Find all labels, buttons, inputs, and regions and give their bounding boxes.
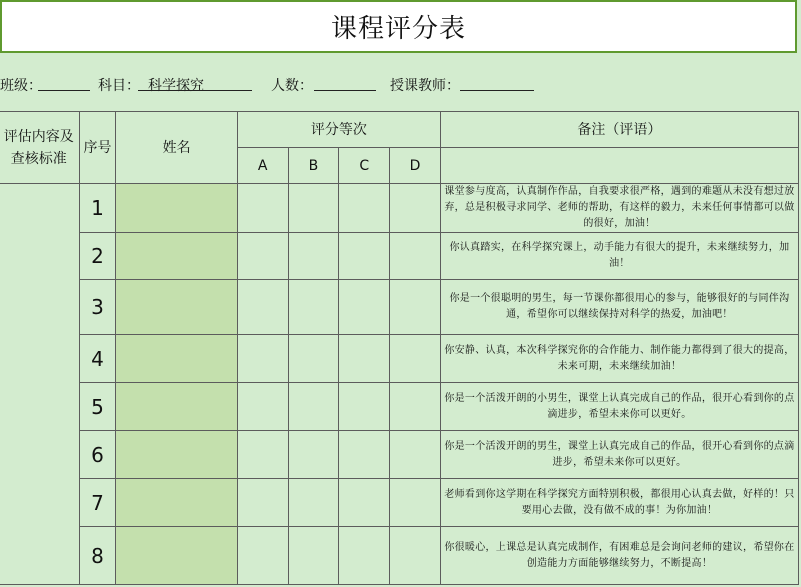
teacher-label: 授课教师： [390, 78, 460, 94]
page-title: 课程评分表 [330, 14, 466, 44]
grade-b-cell[interactable] [288, 479, 339, 527]
table-row [0, 184, 799, 233]
index-cell: 1 [79, 184, 116, 233]
grade-b-cell[interactable] [288, 335, 339, 383]
grade-a-cell[interactable] [237, 527, 288, 585]
name-cell[interactable] [116, 280, 237, 335]
name-cell[interactable] [116, 431, 237, 479]
index-cell: 5 [79, 383, 116, 431]
index-cell: 4 [79, 335, 116, 383]
count-label: 人数： [271, 78, 313, 94]
grade-d-header: D [390, 148, 441, 184]
table-row [0, 280, 799, 335]
subject-label: 科目： [98, 78, 140, 94]
grade-c-cell[interactable] [339, 479, 390, 527]
score-table [0, 111, 799, 585]
grade-b-cell[interactable] [288, 184, 339, 233]
count-field[interactable] [314, 90, 376, 91]
name-cell[interactable] [116, 527, 237, 585]
class-label: 班级： [0, 78, 42, 94]
table-row [0, 527, 799, 585]
index-cell: 8 [79, 527, 116, 585]
remark-cell[interactable]: 你是一个活泼开朗的男生，课堂上认真完成自己的作品，很开心看到你的点滴进步，希望未来你可以更好。 [440, 431, 798, 479]
grade-a-cell[interactable] [237, 233, 288, 280]
grade-c-cell[interactable] [339, 335, 390, 383]
criteria-cell[interactable] [0, 184, 79, 585]
grade-d-cell[interactable] [390, 383, 441, 431]
grade-b-cell[interactable] [288, 431, 339, 479]
grade-a-cell[interactable] [237, 431, 288, 479]
grade-a-header: A [237, 148, 288, 184]
grade-a-cell[interactable] [237, 184, 288, 233]
index-header: 序号 [79, 112, 116, 184]
remark-cell[interactable]: 你是一个活泼开朗的小男生，课堂上认真完成自己的作品，很开心看到你的点滴进步，希望未来你可以更好。 [440, 383, 798, 431]
name-cell[interactable] [116, 383, 237, 431]
info-row [0, 58, 801, 108]
grade-c-cell[interactable] [339, 184, 390, 233]
name-header: 姓名 [116, 112, 237, 184]
grade-d-cell[interactable] [390, 184, 441, 233]
index-cell: 2 [79, 233, 116, 280]
criteria-header: 评估内容及查核标准 [0, 112, 79, 184]
grade-c-cell[interactable] [339, 233, 390, 280]
grade-b-cell[interactable] [288, 527, 339, 585]
grade-b-cell[interactable] [288, 383, 339, 431]
remark-cell[interactable]: 课堂参与度高，认真制作作品，自我要求很严格，遇到的难题从未没有想过放弃，总是积极寻求同学、老师的帮助，有这样的毅力，未来任何事情都可以做的很好，加油！ [440, 184, 798, 233]
name-cell[interactable] [116, 479, 237, 527]
table-row [0, 383, 799, 431]
teacher-field[interactable] [460, 90, 534, 91]
table-row [0, 233, 799, 280]
table-row [0, 335, 799, 383]
grade-b-header: B [288, 148, 339, 184]
table-row [0, 479, 799, 527]
grade-c-cell[interactable] [339, 431, 390, 479]
index-cell: 7 [79, 479, 116, 527]
name-cell[interactable] [116, 184, 237, 233]
grade-b-cell[interactable] [288, 280, 339, 335]
grade-d-cell[interactable] [390, 335, 441, 383]
remark-cell[interactable]: 你是一个很聪明的男生，每一节课你都很用心的参与，能够很好的与同伴沟通，希望你可以继续保持对科学的热爱，加油吧！ [440, 280, 798, 335]
grade-c-cell[interactable] [339, 527, 390, 585]
remark-cell[interactable]: 你安静、认真，本次科学探究你的合作能力、制作能力都得到了很大的提高，未来可期，未来继续加油！ [440, 335, 798, 383]
grade-d-cell[interactable] [390, 431, 441, 479]
grade-a-cell[interactable] [237, 479, 288, 527]
table-row [0, 431, 799, 479]
name-cell[interactable] [116, 335, 237, 383]
grade-d-cell[interactable] [390, 479, 441, 527]
index-cell: 6 [79, 431, 116, 479]
grade-d-cell[interactable] [390, 527, 441, 585]
grade-c-cell[interactable] [339, 280, 390, 335]
grade-a-cell[interactable] [237, 280, 288, 335]
index-cell: 3 [79, 280, 116, 335]
grade-b-cell[interactable] [288, 233, 339, 280]
subject-value: 科学探究 [148, 78, 204, 94]
class-field[interactable] [38, 90, 90, 91]
grade-c-header: C [339, 148, 390, 184]
grade-a-cell[interactable] [237, 383, 288, 431]
grade-d-cell[interactable] [390, 280, 441, 335]
remark-subheader [440, 148, 798, 184]
grade-c-cell[interactable] [339, 383, 390, 431]
name-cell[interactable] [116, 233, 237, 280]
grade-a-cell[interactable] [237, 335, 288, 383]
subject-field[interactable] [138, 90, 252, 91]
remark-header: 备注（评语） [440, 112, 798, 148]
title-bar [0, 0, 797, 53]
grade-d-cell[interactable] [390, 233, 441, 280]
remark-cell[interactable]: 老师看到你这学期在科学探究方面特别积极，都很用心认真去做，好样的！只要用心去做，没有做不成的事！为你加油！ [440, 479, 798, 527]
remark-cell[interactable]: 你很暖心，上课总是认真完成制作，有困难总是会询问老师的建议，希望你在创造能力方面能够继续努力，不断提高！ [440, 527, 798, 585]
grade-header: 评分等次 [237, 112, 440, 148]
remark-cell[interactable]: 你认真踏实，在科学探究课上，动手能力有很大的提升，未来继续努力，加油！ [440, 233, 798, 280]
